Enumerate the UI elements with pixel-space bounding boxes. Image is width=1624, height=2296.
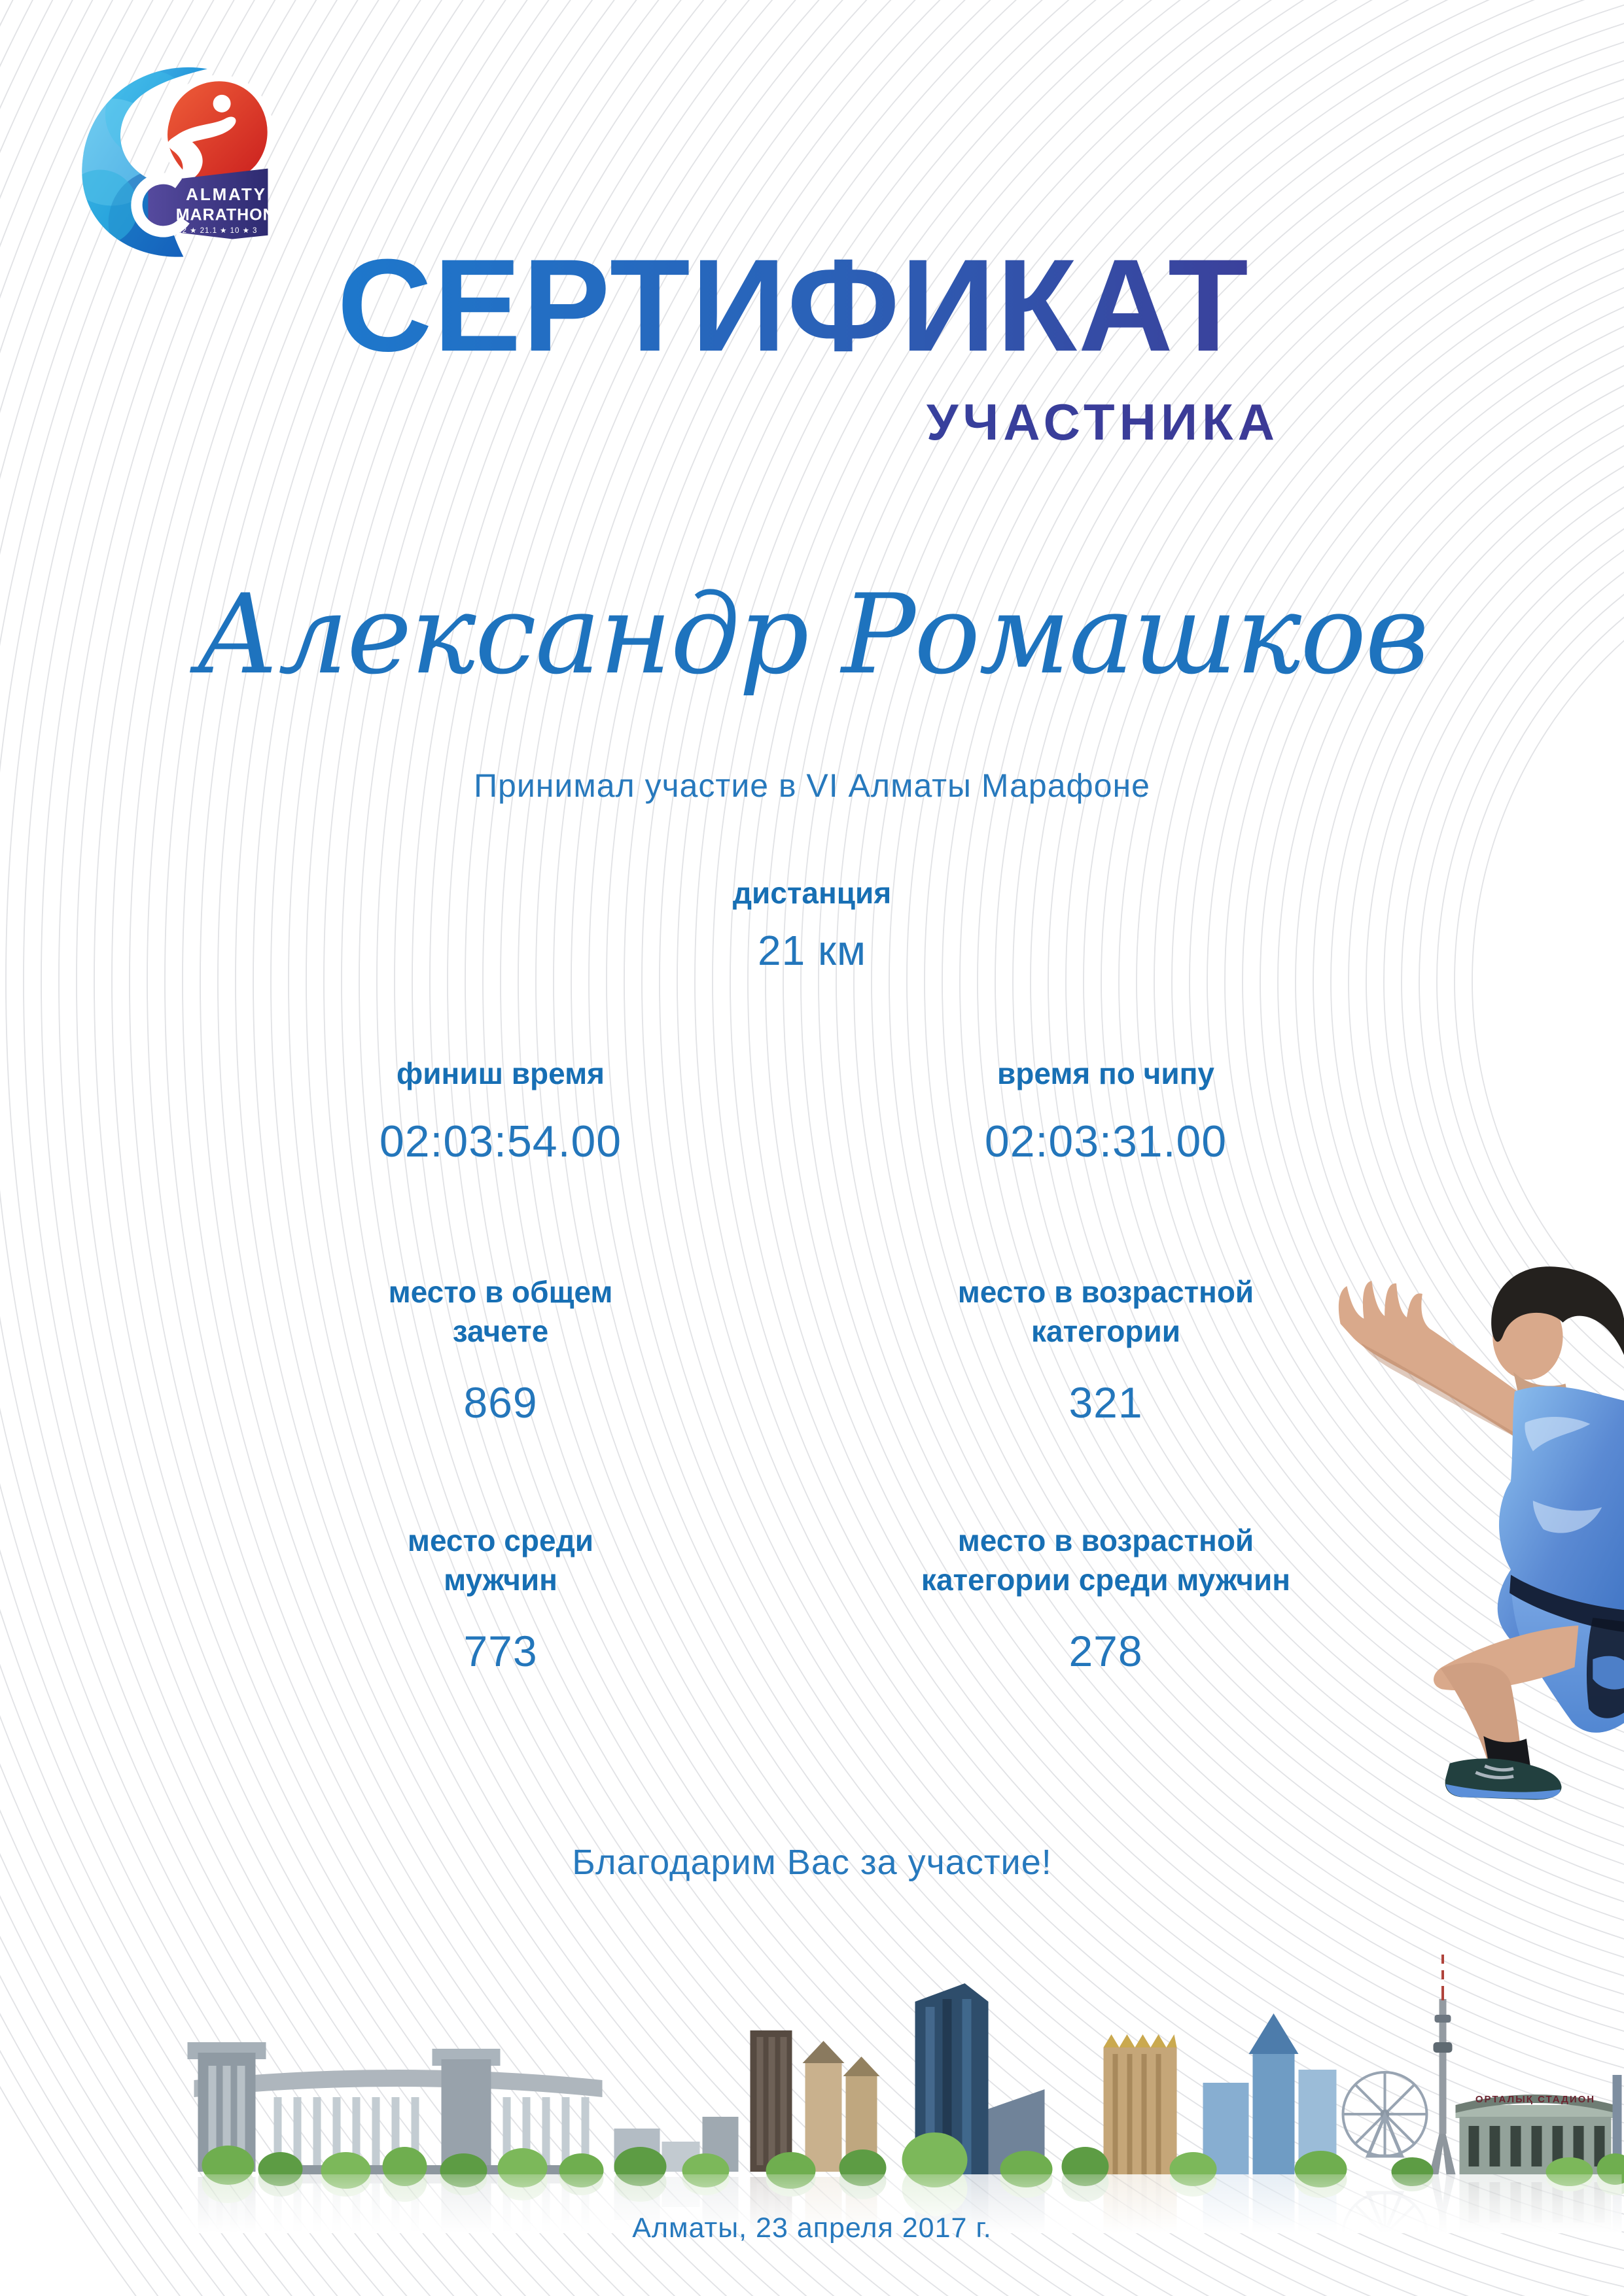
logo-text-marathon: MARATHON <box>175 205 275 224</box>
age-place-value: 321 <box>1068 1378 1143 1427</box>
distance-label: дистанция <box>732 876 892 910</box>
logo-text-almaty: ALMATY <box>186 184 267 204</box>
age-men-place-value: 278 <box>1068 1627 1143 1675</box>
men-place-label: место среди мужчин <box>407 1523 594 1597</box>
participant-name: Александр Ромашков <box>196 570 1428 699</box>
location-date: Алматы, 23 апреля 2017 г. <box>632 2212 992 2244</box>
overall-place-value: 869 <box>463 1378 538 1427</box>
stadium-sign-text: ОРТАЛЫҚ СТАДИОН <box>1475 2094 1596 2105</box>
finish-time-value: 02:03:54.00 <box>379 1117 622 1166</box>
runner-photo <box>1299 1227 1624 1807</box>
certificate-title: СЕРТИФИКАТ <box>308 237 1279 374</box>
age-place-label: место в возрастной категории <box>957 1275 1254 1348</box>
certificate-subtitle: УЧАСТНИКА <box>308 392 1279 452</box>
thanks-line: Благодарим Вас за участие! <box>572 1843 1052 1882</box>
men-place-value: 773 <box>463 1627 538 1675</box>
participation-line: Принимал участие в VI Алматы Марафоне <box>474 767 1150 804</box>
city-skyline-illustration <box>180 1944 1624 2233</box>
distance-value: 21 км <box>758 927 866 974</box>
finish-time-label: финиш время <box>397 1056 605 1090</box>
overall-place-label: место в общем зачете <box>388 1275 613 1348</box>
almaty-marathon-logo <box>67 58 275 266</box>
logo-text-distances: 42.2 ★ 21.1 ★ 10 ★ 3 <box>169 226 258 235</box>
chip-time-value: 02:03:31.00 <box>984 1117 1227 1166</box>
chip-time-label: время по чипу <box>997 1056 1215 1090</box>
age-men-place-label: место в возрастной категории среди мужчин <box>921 1523 1291 1597</box>
